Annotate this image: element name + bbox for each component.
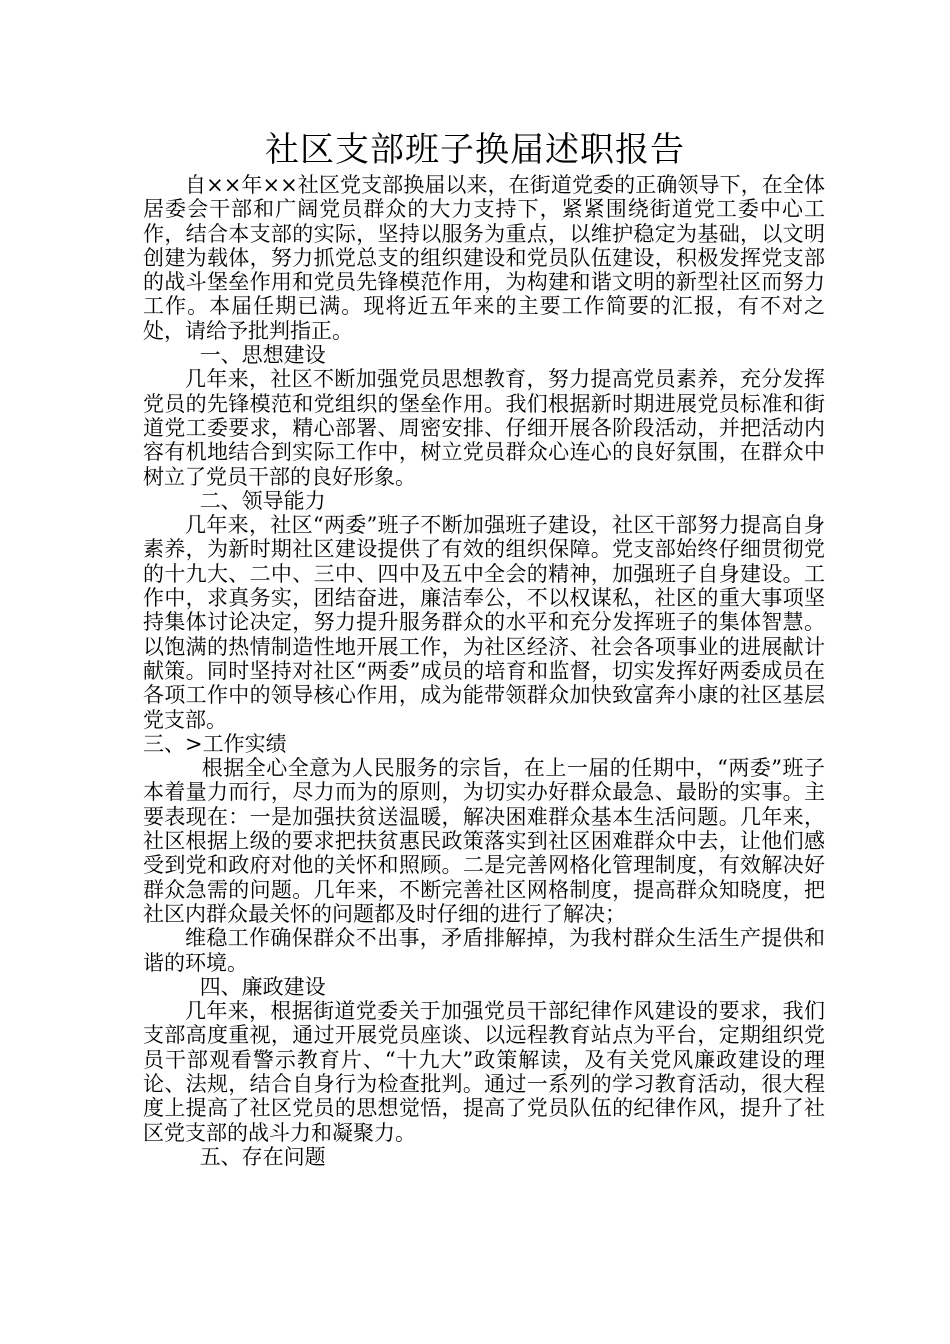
section-heading-leadership: 二、领导能力 — [199, 488, 326, 513]
intro-paragraph: 自××年××社区党支部换届以来，在街道党委的正确领导下，在全体居委会干部和广阔党员群众的大力支持下，紧紧围绕街道党工委中心工作，结合本支部的实际，坚持以服务为重点，以维护稳定为基础，以文明创建为载体，努力抓党总支的组织建设和党员队伍建设，积极发挥党支部的战斗堡垒作用和党员先锋模范作用，为构建和谐文明的新型社区而努力工作。本届任期已满。现将近五年来的主要工作简要的汇报，有不对之处，请给予批判指正。 — [143, 173, 825, 343]
section-heading-achievements: 三、>工作实绩 — [143, 731, 287, 756]
section-heading-ideology: 一、思想建设 — [199, 343, 326, 368]
document-body — [143, 173, 825, 1169]
section-body-leadership: 几年来，社区“两委”班子不断加强班子建设，社区干部努力提高自身素养，为新时期社区建设提供了有效的组织保障。党支部始终仔细贯彻党的十九大、二中、三中、四中及五中全会的精神，加强班子自身建设。工作中，求真务实，团结奋进，廉洁奉公，不以权谋私，社区的重大事项坚持集体讨论决定，努力提升服务群众的水平和充分发挥班子的集体智慧。以饱满的热情制造性地开展工作，为社区经济、社会各项事业的进展献计献策。同时坚持对社区“两委”成员的培育和监督，切实发挥好两委成员在各项工作中的领导核心作用，成为能带领群众加快致富奔小康的社区基层党支部。 — [143, 513, 825, 732]
section-body-integrity: 几年来，根据街道党委关于加强党员干部纪律作风建设的要求，我们支部高度重视，通过开展党员座谈、以远程教育站点为平台，定期组织党员干部观看警示教育片、“十九大”政策解读，及有关党风廉政建设的理论、法规，结合自身行为检查批判。通过一系列的学习教育活动，很大程度上提高了社区党员的思想觉悟，提高了党员队伍的纪律作风，提升了社区党支部的战斗力和凝聚力。 — [143, 999, 825, 1145]
document-title: 社区支部班子换届述职报告 — [265, 130, 685, 170]
section-body-stability: 维稳工作确保群众不出事，矛盾排解掉，为我村群众生活生产提供和谐的环境。 — [143, 926, 825, 975]
section-body-achievements: 根据全心全意为人民服务的宗旨，在上一届的任期中，“两委”班子本着量力而行，尽力而为的原则，为切实办好群众最急、最盼的实事。主要表现在：一是加强扶贫送温暖，解决困难群众基本生活问题。几年来，社区根据上级的要求把扶贫惠民政策落实到社区困难群众中去，让他们感受到党和政府对他的关怀和照顾。二是完善网格化管理制度，有效解决好群众急需的问题。几年来，不断完善社区网格制度，提高群众知晓度，把社区内群众最关怀的问题都及时仔细的进行了解决； — [143, 756, 825, 926]
section-heading-problems: 五、存在问题 — [199, 1144, 326, 1169]
section-heading-integrity: 四、廉政建设 — [199, 974, 326, 999]
section-body-ideology: 几年来，社区不断加强党员思想教育，努力提高党员素养，充分发挥党员的先锋模范和党组织的堡垒作用。我们根据新时期进展党员标准和街道党工委要求，精心部署、周密安排、仔细开展各阶段活动，并把活动内容有机地结合到实际工作中，树立党员群众心连心的良好氛围，在群众中树立了党员干部的良好形象。 — [143, 367, 825, 489]
